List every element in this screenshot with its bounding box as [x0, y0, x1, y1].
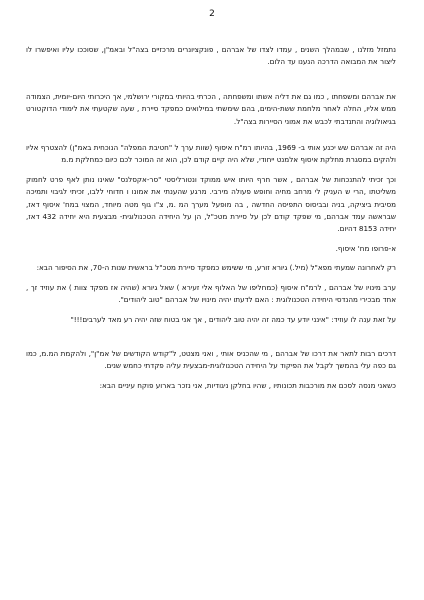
paragraph: על זאת ענה לו עוזיד: "אינני יודע עד כמה זה יהיה טוב ליהודים , אך אני בטוח שזה יהיה רע מאד לערבים!!!" [70, 314, 396, 324]
paragraph: נתמזל מזלנו , שבמהלך השנים , עמדו לצדו של אברהם , פונקציונרים מרכזיים בצה"ל ובאמ"ן, שסוככו עליו ואיפשרו לו ליצור את המבואה הדרכה הנענו עד הלום. [26, 45, 396, 67]
paragraph: היה זה אברהם שש יכנע אותי ב- 1969, בהיותו רמ"ח איסוף (שוות ערך ל "חטיבת המפלה" הנוכחית באמ"ן) להצטרף אליו ולהקים במסגרת מחלקת איסוף אלמנט ייחודי, שלא היה קיים קודם לכן, הוא זה המוכר לכם כיום כמחלקת מ.מ [26, 143, 396, 165]
page-number: 2 [209, 9, 215, 19]
paragraph: את אברהם ומשפחתו , כמו גם את דליה אשתו ומשפחתה , הכרתי בהיותי במקורי ירושלמי, אך היכרותי היום-יומית, הצמודה ממש אליו, החלה לאחר מלחמת ששת-הימים, בהם שימשתי במילואים כמפקד סיירת , שעה שקטעתי את לימודי הדוקטורט בגיאולוגיה והתנדבתי לכבש את אמוני הסיירות בצה"ל. [26, 91, 396, 126]
paragraph: ערב מינויו של אברהם , לרמ"ח איסוף (כמחליפו של האלוף אלי זעירא ) שאל גיורא (שהיה אז מפקד צוות ) את עוזיד זך , אחד מבכירי מהנדסי היחידה הטכנולוגית : האם לדעתו יהיה מינויו של אברהם "טוב ליהודים". [26, 282, 396, 305]
paragraph: כשאני מנסה לסכם את מורכבות תכונותיו , שהיו בחלקן ניגודיות, אני נזכר בארוע פוקח עיניים הבא: [99, 380, 396, 390]
paragraph: רק לאחרונה שמעתי מפא"ל (מיל.) גיורא זורע, מי ששימש כמפקד סיירת מטכ"ל בראשית שנות ה-70, את הסיפור הבא: [36, 263, 396, 273]
paragraph: א-פרופו מח' איסוף. [335, 243, 396, 253]
paragraph: וכך זכיתי להתנכחות של אברהם , אשר חרף היותו איש ממוקד ונטורליסטי "סר-אקסלנס" שאינו נותן לאף פרט לחמוק משליטתו ,הרי ש העניק לי מרחב מחיה וחופש פעולה מירבי. מרגע שהענתי את אמונו ו חדוחי ללבו, זכיתי לגיבוי ותמיכה מסיבית ביציקה, בניה ובביסוס התפיסה החדשה , בה מופעל מערך המ .מ, צ"ו גוף מטה מיוחד, המצוי במח' איסוף דאז, שבראשה עמד אברהם, מי שפקד קודם לכן על סיירת מטכ"ל, הן על היחידה הטכנולוגית- מבצעית היא יחידה 432 דאז, יחידה 8153 דהיום. [26, 174, 396, 234]
document-body [26, 44, 396, 392]
paragraph: דרכים רבות לתאר את דרכו של אברהם , מי שהכניס אותי , ואני מצטט, ל"קודש הקודשים של אמ"ן", ולהקמת המ.מ, כמו גם כפה עלי בהמשך לקבל את הפיקוד על היחידה הטכנולוגית-מבצעית עליה פקדתי כחמש שנים. [26, 348, 396, 371]
